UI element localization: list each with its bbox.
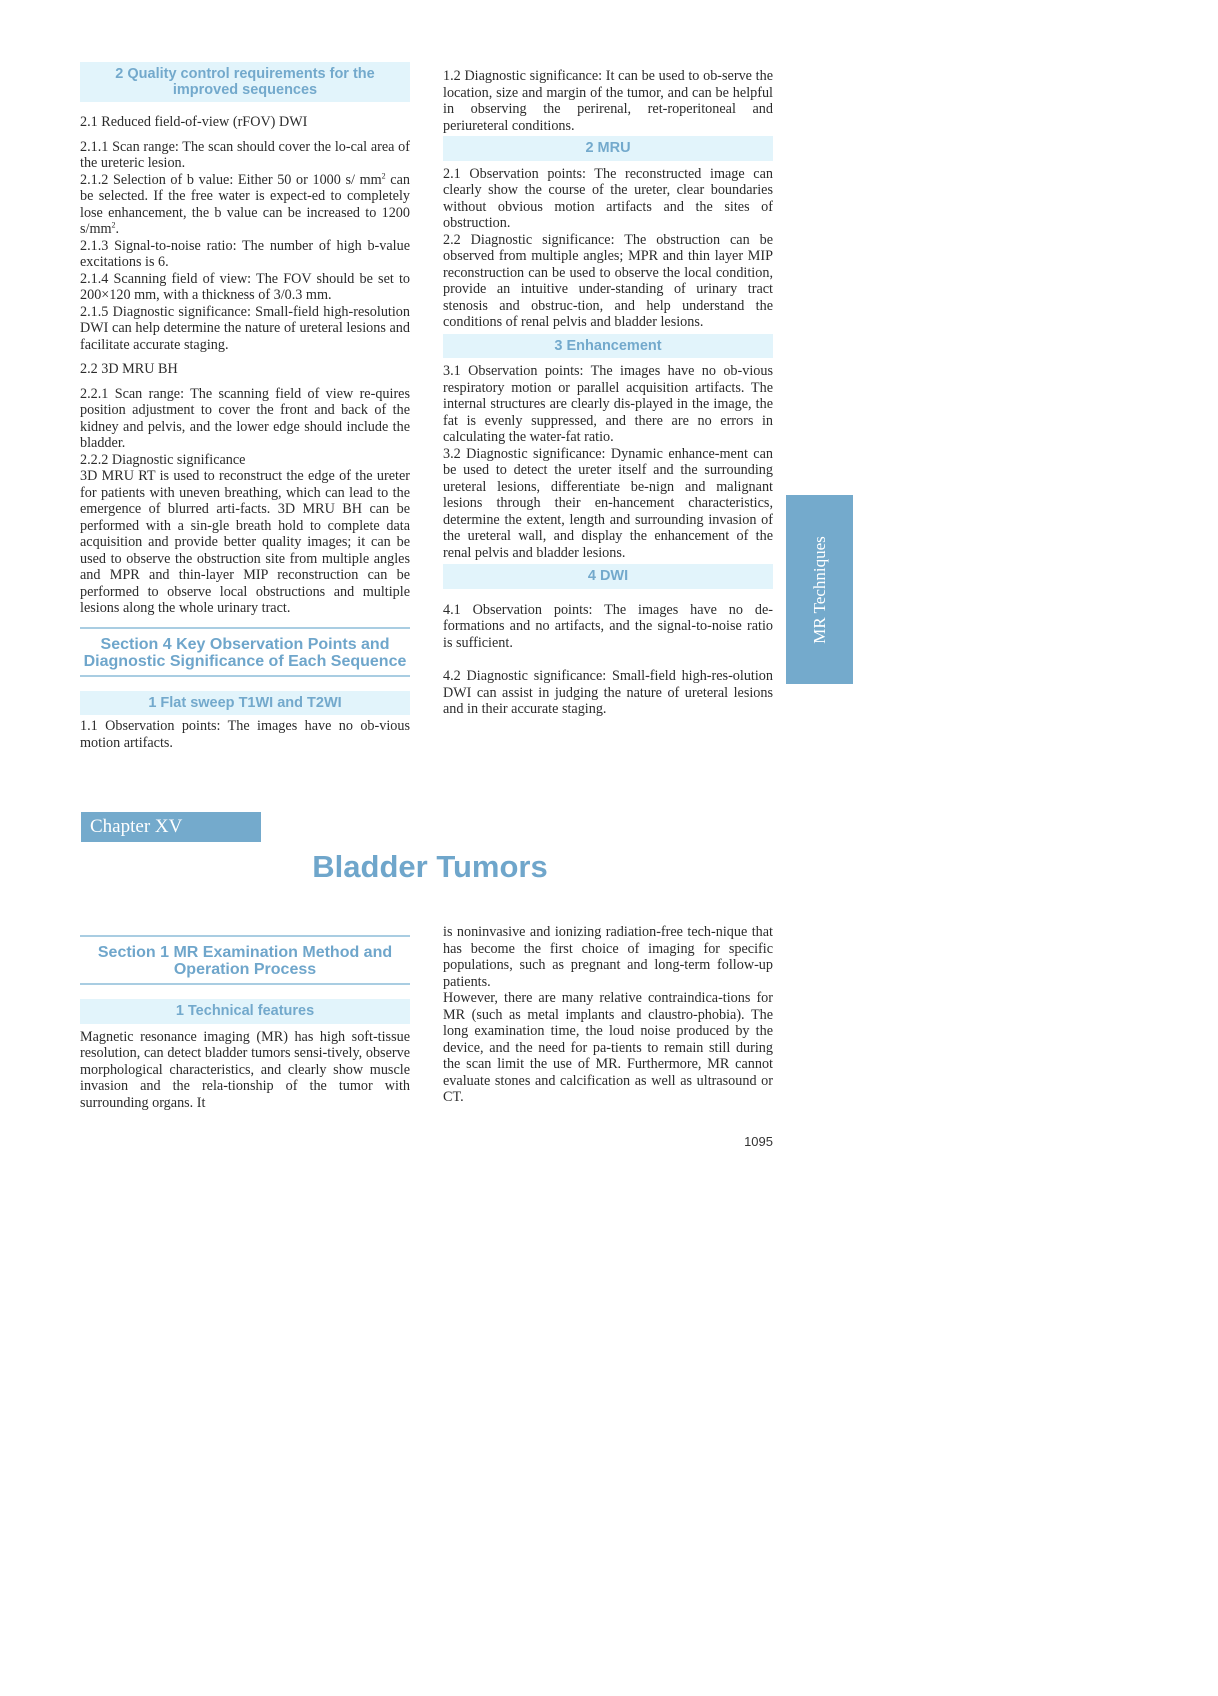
paragraph-3-1: 3.1 Observation points: The images have no ob-vious respiratory motion or parallel acquisition artifacts. The internal structures are clearly dis-played in the image, the fat is evenly suppressed, and there are no errors in calculating the water-fat ratio. bbox=[443, 363, 773, 445]
paragraph-4-2: 4.2 Diagnostic significance: Small-field high-res-olution DWI can assist in judging the nature of ureteral lesions and in their accurate staging. bbox=[443, 668, 773, 717]
top-left-column bbox=[80, 62, 410, 751]
paragraph-2-1-3: 2.1.3 Signal-to-noise ratio: The number of high b-value excitations is 6. bbox=[80, 237, 410, 270]
heading-dwi: 4 DWI bbox=[443, 564, 773, 589]
chapter-title: Bladder Tumors bbox=[312, 849, 548, 884]
side-tab-mr-techniques bbox=[786, 495, 853, 684]
subheading-rfov-dwi: 2.1 Reduced field-of-view (rFOV) DWI bbox=[80, 114, 308, 130]
paragraph-2-2-2-title: 2.2.2 Diagnostic significance bbox=[80, 451, 246, 468]
paragraph-intro: Magnetic resonance imaging (MR) has high soft-tissue resolution, can detect bladder tumors sensi-tively, observe morphological characteristics, and clearly show muscle invasion and the rela-tionship of the tumor with surrounding organs. It bbox=[80, 1028, 410, 1111]
paragraph-1-1: 1.1 Observation points: The images have no ob-vious motion artifacts. bbox=[80, 718, 410, 751]
section-4-title: Section 4 Key Observation Points and Diagnostic Significance of Each Sequence bbox=[80, 627, 410, 677]
bottom-left-column bbox=[80, 935, 410, 1111]
bottom-right-column bbox=[443, 924, 773, 1106]
heading-technical-features: 1 Technical features bbox=[80, 999, 410, 1024]
chapter-label: Chapter XV bbox=[81, 812, 261, 842]
top-right-column bbox=[443, 68, 773, 718]
text-fragment: 2.1.2 Selection of b value: Either 50 or 1000 s/ mm bbox=[80, 171, 382, 188]
text-fragment: can be selected. If the free water is expect-ed to completely lose enhancement, the b value can be increased to 1200 s/mm bbox=[80, 171, 410, 237]
paragraph-2-2-2: 3D MRU RT is used to reconstruct the edge of the ureter for patients with uneven breathing, which can lead to the emergence of blurred arti-facts. 3D MRU BH can be performed with a sin-gle breath hold to complete data acquisition and provide better quality images; it can be used to observe the obstruction site from multiple angles and MPR and thin-layer MIP reconstruction can be performed to observe local obstructions and multiple lesions along the whole urinary tract. bbox=[80, 468, 410, 616]
paragraph-2-1-4: 2.1.4 Scanning field of view: The FOV should be set to 200×120 mm, with a thickness of 3/0.3 mm. bbox=[80, 270, 410, 303]
section-1-title: Section 1 MR Examination Method and Operation Process bbox=[80, 935, 410, 985]
heading-quality-control: 2 Quality control requirements for the improved sequences bbox=[80, 62, 410, 102]
paragraph-1-2: 1.2 Diagnostic significance: It can be used to ob-serve the location, size and margin of the tumor, and can be helpful in observing the perirenal, ret-roperitoneal and periureteral conditions. bbox=[443, 68, 773, 134]
heading-flat-sweep: 1 Flat sweep T1WI and T2WI bbox=[80, 691, 410, 716]
page-number: 1095 bbox=[744, 1134, 773, 1149]
paragraph-2-2-1: 2.2.1 Scan range: The scanning field of view re-quires position adjustment to cover the front and back of the kidney and pelvis, and the lower edge should include the bladder. bbox=[80, 385, 410, 451]
heading-enhancement: 3 Enhancement bbox=[443, 334, 773, 359]
superscript: 2 bbox=[381, 170, 386, 180]
paragraph-2-1-2 bbox=[80, 172, 410, 238]
heading-mru: 2 MRU bbox=[443, 136, 773, 161]
text-fragment: . bbox=[115, 221, 120, 237]
paragraph-2-1-5: 2.1.5 Diagnostic significance: Small-field high-resolution DWI can help determine the nature of ureteral lesions and facilitate accurate staging. bbox=[80, 303, 410, 353]
side-tab-label: MR Techniques bbox=[809, 535, 829, 644]
subheading-3d-mru-bh: 2.2 3D MRU BH bbox=[80, 361, 178, 377]
superscript: 2 bbox=[111, 220, 116, 230]
paragraph-however: However, there are many relative contraindica-tions for MR (such as metal implants and claustro-phobia). The long examination time, the loud noise produced by the device, and the need for pa-tients to remain still during the scan limit the use of MR. Furthermore, MR cannot evaluate stones and calcification as well as ultrasound or CT. bbox=[443, 990, 773, 1105]
paragraph-3-2: 3.2 Diagnostic significance: Dynamic enhance-ment can be used to detect the ureter itself and the surrounding ureteral lesions, differentiate be-nign and malignant lesions through their en-hancement characteristics, determine the extent, length and surrounding invasion of the ureteral wall, and display the enhancement of the renal pelvis and bladder lesions. bbox=[443, 445, 773, 561]
paragraph-4-1: 4.1 Observation points: The images have no de-formations and no artifacts, and the signal-to-noise ratio is sufficient. bbox=[443, 601, 773, 651]
paragraph-2-1-1: 2.1.1 Scan range: The scan should cover the lo-cal area of the ureteric lesion. bbox=[80, 138, 410, 171]
paragraph-2-2-mru: 2.2 Diagnostic significance: The obstruction can be observed from multiple angles; MPR and thin layer MIP reconstruction can be used to observe the local condition, provide an intuitive under-standing of urinary tract stenosis and obstruc-tion, and help understand the conditions of renal pelvis and bladder lesions. bbox=[443, 231, 773, 330]
paragraph-2-1-mru: 2.1 Observation points: The reconstructed image can clearly show the course of the ureter, clear boundaries without obvious motion artifacts and the sites of obstruction. bbox=[443, 165, 773, 231]
paragraph-continued: is noninvasive and ionizing radiation-free tech-nique that has become the first choice of imaging for specific populations, such as pregnant and long-term follow-up patients. bbox=[443, 924, 773, 990]
